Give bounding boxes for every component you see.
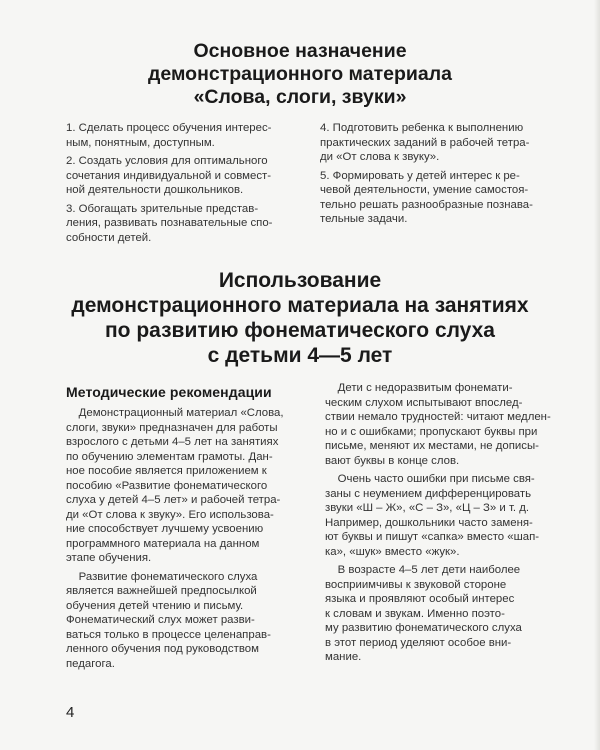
text-line: пособию «Развитие фонематического <box>66 479 268 492</box>
text-line: но и с ошибками; пропускают буквы при <box>325 425 538 438</box>
text-line: по обучению элементам грамоты. Дан- <box>66 450 273 463</box>
text-line: тельные задачи. <box>320 213 408 225</box>
text-line: к словам и звукам. Именно поэто- <box>325 607 505 620</box>
section-title-line: Использование <box>218 269 382 292</box>
text-line: в этот период уделяют особое вни- <box>325 636 512 649</box>
text-line: ние способствует лучшему усвоению <box>66 523 264 535</box>
main-title-line: Основное назначение <box>193 40 407 62</box>
body-left-column <box>66 406 306 671</box>
text-line: му развитию фонематического слуха <box>325 622 522 634</box>
text-line: ди «От слова к звуку». <box>320 151 440 163</box>
text-line: тельно решать разнообразные познава- <box>320 198 533 211</box>
section-title-line: по развитию фонематического слуха <box>105 319 495 342</box>
text-line: взрослого с детьми 4–5 лет на занятиях <box>66 436 279 448</box>
text-line: ной деятельности дошкольников. <box>66 184 244 196</box>
text-line: ческим слухом испытывают впослед- <box>325 396 523 409</box>
text-line: ка», «шук» вместо «жук». <box>325 545 460 558</box>
page-number: 4 <box>66 704 75 721</box>
text-line: 1. Сделать процесс обучения интерес- <box>66 122 272 134</box>
body-right-column <box>325 381 567 665</box>
text-line: Развитие фонематического слуха <box>66 570 258 583</box>
text-line: восприимчивы к звуковой стороне <box>325 578 507 591</box>
text-line: языка и проявляют особый интерес <box>325 593 515 605</box>
text-line: Фонематический слух может разви- <box>66 614 255 626</box>
section-title-line: демонстрационного материала на занятиях <box>71 294 529 317</box>
method-subheading: Методические рекомендации <box>66 384 272 400</box>
main-title-line: демонстрационного материала <box>148 63 452 85</box>
text-line: 5. Формировать у детей интерес к ре- <box>320 169 520 182</box>
text-line: Например, дошкольники часто заменя- <box>325 516 533 529</box>
text-line: этапе обучения. <box>66 552 152 564</box>
section-title <box>0 268 600 368</box>
text-line: педагога. <box>66 657 115 670</box>
text-line: вают буквы в конце слов. <box>325 454 460 467</box>
paragraph <box>66 202 306 246</box>
paragraph <box>66 121 306 150</box>
text-line: практических заданий в рабочей тетра- <box>320 136 530 149</box>
text-line: ди «От слова к звуку». Его использова- <box>66 508 274 521</box>
paragraph <box>320 121 565 165</box>
text-line: ным, понятным, доступным. <box>66 136 215 149</box>
text-line: программного материала на данном <box>66 537 260 550</box>
text-line: ваться только в процессе целенаправ- <box>66 628 271 641</box>
text-line: является важнейшей предпосылкой <box>66 585 257 597</box>
text-line: слуха у детей 4–5 лет» и рабочей тетра- <box>66 494 281 506</box>
paragraph <box>325 563 567 665</box>
section-title-line: с детьми 4—5 лет <box>207 344 393 367</box>
paragraph <box>66 406 306 566</box>
text-line: В возрасте 4–5 лет дети наиболее <box>325 564 521 576</box>
text-line: чевой деятельности, умение самостоя- <box>320 184 529 196</box>
text-line: ления, развивать познавательные спо- <box>66 217 273 229</box>
paragraph <box>320 169 565 227</box>
text-line: ют буквы и пишут «сапка» вместо «шап- <box>325 531 540 543</box>
text-line: звуки «Ш – Ж», «С – З», «Ц – З» и т. д. <box>325 502 530 514</box>
text-line: слоги, звуки» предназначен для работы <box>66 421 278 434</box>
text-line: сочетания индивидуальной и совмест- <box>66 169 272 182</box>
text-line: Очень часто ошибки при письме свя- <box>325 473 535 485</box>
text-line: Демонстрационный материал «Слова, <box>66 407 284 419</box>
text-line: ное пособие является приложением к <box>66 465 267 477</box>
main-title-line: «Слова, слоги, звуки» <box>193 86 407 108</box>
text-line: письме, меняют их местами, не дописы- <box>325 440 539 452</box>
paragraph <box>66 154 306 198</box>
text-line: мание. <box>325 651 362 663</box>
text-line: 2. Создать условия для оптимального <box>66 155 268 167</box>
text-line: 3. Обогащать зрительные представ- <box>66 202 259 215</box>
text-line: заны с неумением дифференцировать <box>325 487 532 500</box>
paragraph <box>325 381 567 468</box>
text-line: Дети с недоразвитым фонемати- <box>325 382 513 394</box>
text-line: обучения детей чтению и письму. <box>66 599 244 612</box>
text-line: ленного обучения под руководством <box>66 643 259 655</box>
goals-right-column <box>320 121 565 227</box>
text-line: собности детей. <box>66 231 152 244</box>
paragraph <box>66 570 306 672</box>
paragraph <box>325 472 567 559</box>
page-edge-shadow <box>594 0 600 750</box>
goals-left-column <box>66 121 306 245</box>
main-title <box>0 40 600 109</box>
text-line: ствии немало трудностей: читают медлен- <box>325 411 551 423</box>
text-line: 4. Подготовить ребенка к выполнению <box>320 122 524 134</box>
